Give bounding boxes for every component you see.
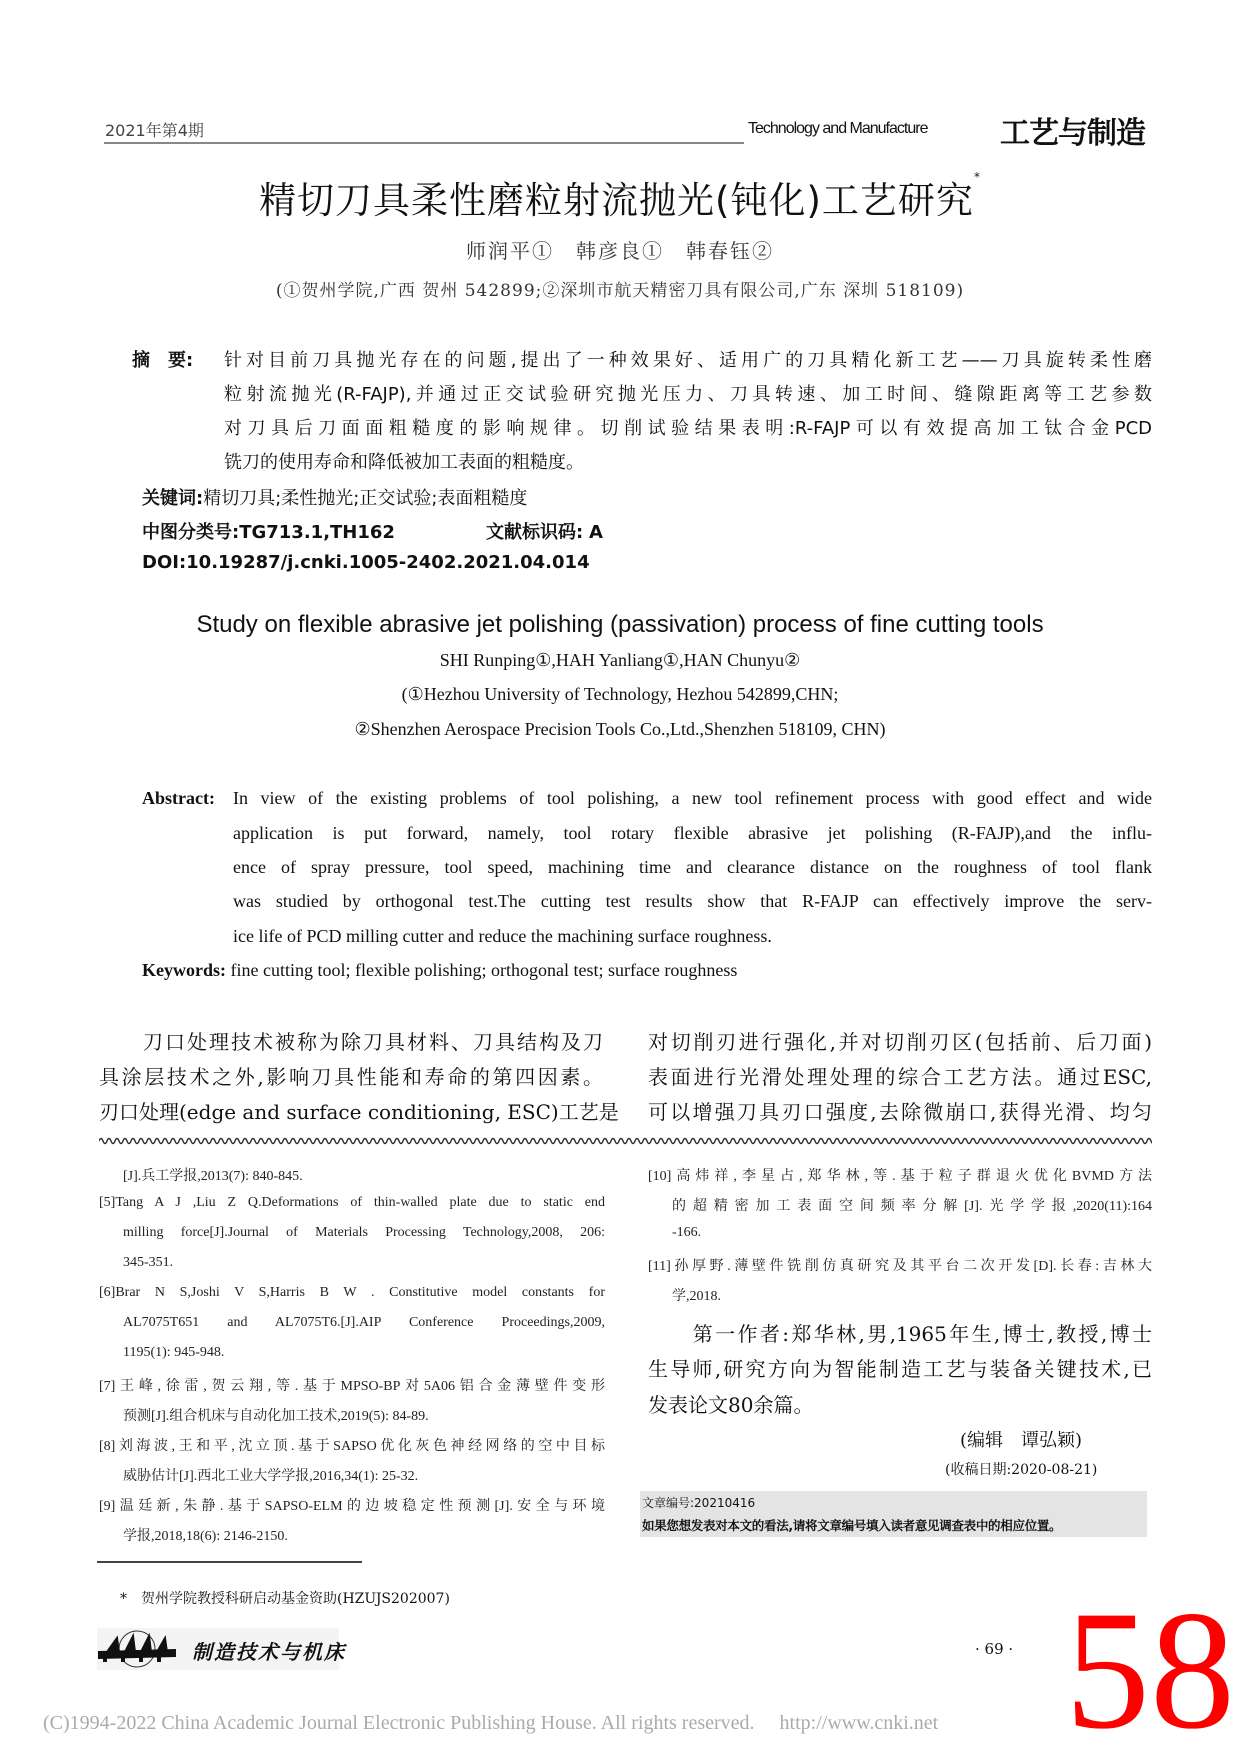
body-line: 表面进行光滑处理处理的综合工艺方法。通过ESC, <box>648 1065 1152 1089</box>
reference-line: milling force[J].Journal of Materials Processing Technology,2008, 206: <box>123 1225 605 1240</box>
body-line: 刀口处理技术被称为除刀具材料、刀具结构及刀 <box>99 1030 603 1054</box>
reference-line: [J].兵工学报,2013(7): 840-845. <box>123 1169 303 1184</box>
reference-line: 学,2018. <box>672 1289 721 1304</box>
reference-line: [9]温廷新,朱静.基于SAPSO-ELM的边坡稳定性预测[J].安全与环境 <box>99 1499 605 1514</box>
feedback-note: 如果您想发表对本文的看法,请将文章编号填入读者意见调查表中的相应位置。 <box>642 1518 1062 1533</box>
affiliations: (①贺州学院,广西 贺州 542899;②深圳市航天精密刀具有限公司,广东 深圳 518109) <box>275 281 965 301</box>
keywords-en <box>142 960 737 981</box>
page-number: · 69 · <box>975 1640 1014 1658</box>
paper-title <box>0 170 1240 224</box>
copyright-watermark: (C)1994-2022 China Academic Journal Electronic Publishing House. All rights reserved. http://www.cnki.net <box>43 1712 939 1734</box>
bio-line: 发表论文80余篇。 <box>648 1393 814 1417</box>
authors: 师润平① 韩彦良① 韩春钰② <box>466 239 774 263</box>
logo-text: 制造技术与机床 <box>192 1640 346 1664</box>
keywords-cn-label: 关键词: <box>142 488 204 509</box>
header-rule <box>104 142 744 144</box>
reference-line: 345-351. <box>123 1255 174 1270</box>
footnote-rule <box>97 1561 362 1563</box>
abstract-cn-line: 粒射流抛光(R-FAJP),并通过正交试验研究抛光压力、刀具转速、加工时间、缝隙距离等工艺参数 <box>224 384 1152 405</box>
abstract-en-line: ence of spray pressure, tool speed, machining time and clearance distance on the roughness of tool flank <box>233 857 1152 877</box>
section-break-wavy-line <box>99 1136 1152 1146</box>
red-stamp-number: 58 <box>1065 1576 1235 1764</box>
affiliation-en: (①Hezhou University of Technology, Hezhou 542899,CHN; <box>401 684 839 704</box>
editor: (编辑 谭弘颖) <box>960 1430 1083 1451</box>
article-number: 文章编号:20210416 <box>642 1496 756 1510</box>
reference-line: [5]Tang A J ,Liu Z Q.Deformations of thin-walled plate due to static end <box>99 1195 605 1210</box>
affiliation-en: ②Shenzhen Aerospace Precision Tools Co.,Ltd.,Shenzhen 518109, CHN) <box>354 719 886 739</box>
doi-value: 10.19287/j.cnki.1005-2402.2021.04.014 <box>186 552 590 573</box>
reference-line: [7]王峰,徐雷,贺云翔,等.基于MPSO-BP对5A06铝合金薄壁件变形 <box>99 1379 605 1394</box>
abstract-en-line: ice life of PCD milling cutter and reduce the machining surface roughness. <box>233 926 772 946</box>
doi-label: DOI: <box>142 552 187 573</box>
doc-code-value: A <box>588 522 603 543</box>
abstract-en-line: application is put forward, namely, tool rotary flexible abrasive jet polishing (R-FAJP),and the influ- <box>233 823 1152 843</box>
reference-line: 的超精密加工表面空间频率分解[J].光学学报,2020(11):164 <box>672 1199 1152 1214</box>
reference-line: 1195(1): 945-948. <box>123 1345 225 1360</box>
reference-line: 威胁估计[J].西北工业大学学报,2016,34(1): 25-32. <box>123 1469 419 1484</box>
clc-value: TG713.1,TH162 <box>239 522 395 543</box>
bio-line: 生导师,研究方向为智能制造工艺与装备关键技术,已 <box>648 1357 1152 1381</box>
body-line: 可以增强刀具刃口强度,去除微崩口,获得光滑、均匀 <box>648 1100 1152 1124</box>
clc-number <box>142 518 395 544</box>
body-line: 具涂层技术之外,影响刀具性能和寿命的第四因素。 <box>99 1065 603 1089</box>
body-line: 对切削刃进行强化,并对切削刃区(包括前、后刀面) <box>648 1030 1152 1054</box>
title-text: 精切刀具柔性磨粒射流抛光(钝化)工艺研究 <box>259 179 974 222</box>
title-footnote-mark: * <box>973 170 981 184</box>
keywords-cn-value: 精切刀具;柔性抛光;正交试验;表面粗糙度 <box>203 488 528 509</box>
abstract-en-label: Abstract: <box>142 788 215 808</box>
reference-line: [8]刘海波,王和平,沈立顶.基于SAPSO优化灰色神经网络的空中目标 <box>99 1439 605 1454</box>
keywords-en-label: Keywords: <box>142 960 226 980</box>
document-code <box>486 518 603 544</box>
keywords-en-value: fine cutting tool; flexible polishing; orthogonal test; surface roughness <box>230 960 738 980</box>
reference-line: AL7075T651 and AL7075T6.[J].AIP Conference Proceedings,2009, <box>123 1315 605 1330</box>
abstract-cn-line: 针对目前刀具抛光存在的问题,提出了一种效果好、适用广的刀具精化新工艺——刀具旋转柔性磨 <box>224 350 1152 371</box>
doi <box>142 552 590 573</box>
journal-logo <box>97 1628 346 1670</box>
journal-name-cn: 工艺与制造 <box>1000 116 1145 151</box>
received-date: (收稿日期:2020-08-21) <box>945 1462 1098 1478</box>
reference-line: [11]孙厚野.薄壁件铣削仿真研究及其平台二次开发[D].长春:吉林大 <box>648 1259 1152 1274</box>
clc-label: 中图分类号: <box>142 522 240 543</box>
reference-line: 学报,2018,18(6): 2146-2150. <box>123 1529 288 1544</box>
doc-code-label: 文献标识码: <box>486 522 584 543</box>
reference-line: [10]高炜祥,李星占,郑华林,等.基于粒子群退火优化BVMD方法 <box>648 1169 1152 1184</box>
bio-line: 第一作者:郑华林,男,1965年生,博士,教授,博士 <box>648 1322 1152 1346</box>
keywords-cn <box>142 484 527 510</box>
issue-label: 2021年第4期 <box>105 121 204 140</box>
reference-line: -166. <box>672 1225 702 1240</box>
body-line: 刃口处理(edge and surface conditioning, ESC)工艺是 <box>99 1100 619 1124</box>
abstract-cn-label: 摘 要: <box>132 350 194 371</box>
abstract-cn-line: 对刀具后刀面面粗糙度的影响规律。切削试验结果表明:R-FAJP可以有效提高加工钛合金PCD <box>224 418 1152 439</box>
title-en: Study on flexible abrasive jet polishing (passivation) process of fine cutting tools <box>196 611 1044 638</box>
reference-line: 预测[J].组合机床与自动化加工技术,2019(5): 84-89. <box>123 1409 429 1424</box>
abstract-en-line: In view of the existing problems of tool polishing, a new tool refinement process with good effect and wide <box>233 788 1152 808</box>
abstract-en-line: was studied by orthogonal test.The cutting test results show that R-FAJP can effectively improve the serv- <box>233 891 1152 911</box>
funding-footnote: * 贺州学院教授科研启动基金资助(HZUJS202007) <box>120 1591 450 1607</box>
abstract-cn-line: 铣刀的使用寿命和降低被加工表面的粗糙度。 <box>224 452 584 473</box>
reference-line: [6]Brar N S,Joshi V S,Harris B W . Constitutive model constants for <box>99 1285 605 1300</box>
authors-en: SHI Runping①,HAH Yanliang①,HAN Chunyu② <box>439 650 801 670</box>
journal-name-en: Technology and Manufacture <box>748 120 928 137</box>
logo-emblem-icon <box>97 1628 177 1670</box>
